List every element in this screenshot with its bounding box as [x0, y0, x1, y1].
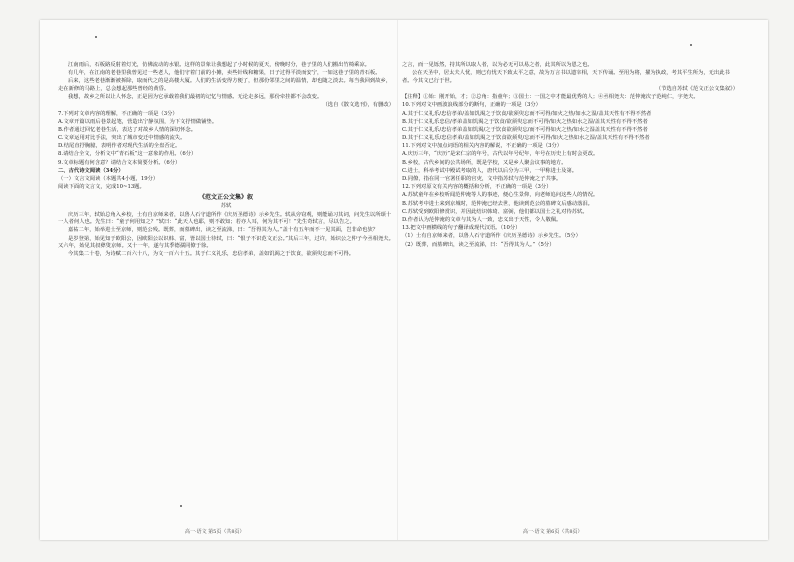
paragraph: C.其于仁义礼乐/忠信孝弟盖如饥渴/之于饮食欲须臾忘/而不可得如火之热/如水之湿盖其天性有不得不然者 — [402, 126, 648, 133]
scan-speck — [180, 505, 182, 507]
paragraph: 是岁登第，始见知于欧阳公，因欧阳公以识韩、富，皆以国士待轼，曰：“恨子不识范文正公。”其后三年，过许，始识公之仲子今丞相尧夫。又六年，始见其叔彝叟京师。又十一年，遂与其季德孺同僚于徐。 — [58, 235, 394, 250]
paragraph: 庆历三年，轼始总角入乡校，士有自京师来者，以鲁人石守道所作《庆历圣德诗》示乡先生。轼从旁窃观，则能诵习其词，问先生以所颂十一人者何人也。先生曰：“童子何用知之？”轼曰：“此天人也耶，则不敢知；若亦人耳，何为其不可！”先生奇轼言，尽以告之。 — [58, 211, 392, 226]
paragraph: 13.把文中画横线的句子翻译成现代汉语。（10分） — [402, 225, 521, 232]
paragraph: B.乡校，古代乡间的公共场所，既是学校，又是乡人聚会议事的地方。 — [402, 159, 567, 166]
paragraph: （一）文言文阅读（本题共4小题，19分） — [58, 176, 159, 183]
paragraph: 9.文章标题有何含意？请结合文本简要分析。（6分） — [58, 159, 181, 166]
paragraph: C.文章运用对比手法，突出了城市变迁中情感的流失。 — [58, 135, 186, 142]
paragraph: B.苏轼考中进士来到京城时，范仲淹已经去世，他读到范公的墓碑文后感动落泪。 — [402, 200, 593, 207]
left-page-footer: 高一·语文 第5页（共8页） — [185, 529, 245, 535]
paragraph: 今其集二十卷，为诗赋二百六十八，为文一百六十五。其于仁义礼乐，忠信孝弟，盖如饥渴之于饮食，欲须臾忘而不可得。 — [68, 251, 355, 258]
paragraph: 阅读下面的文言文，完成10~13题。 — [58, 184, 145, 191]
paragraph: 【注释】①始：刚开始，才；②总角：指童年；③国士：一国之中才能最优秀的人；④丞相尧夫：范仲淹次子范纯仁，字尧夫。 — [402, 94, 699, 101]
paragraph: C.进士，科举考试中殿试考取的人，唐代以后分为三甲，一甲称进士及第。 — [402, 167, 578, 174]
paragraph: A.其于仁义礼乐/忠信孝弟/盖如饥渴之于饮食/欲须臾忘而不可得/如火之热/如水之湿/盖其天性有不得不然者 — [402, 110, 652, 117]
paragraph: （选自《散文选刊》，有删改） — [322, 102, 394, 109]
paragraph: 10.下列对文中画波浪线部分的断句，正确的一项是（3分） — [402, 102, 541, 109]
paragraph: B.作者通过回忆老巷生活，表达了对故乡人情的深切怀念。 — [58, 126, 196, 133]
paragraph: 江南雨后，石板路反射着灯光，仿佛流动的水银。这样的景象让我想起了小时候的夏天，傍晚时分，巷子里的人们搬出竹椅乘凉。 — [68, 62, 370, 68]
paragraph: D.作者认为范仲淹的文章与其为人一致，忠义出于天性，令人敬佩。 — [402, 216, 562, 223]
paragraph: （2）既葬，而墓碑出，读之至流涕，曰：“吾得其为人。”（5分） — [402, 241, 555, 248]
paragraph: 7.下列对文章内容的理解，不正确的一项是（3分） — [58, 110, 178, 117]
paragraph: D.结尾直抒胸臆，表明作者对现代生活的全盘否定。 — [58, 143, 181, 150]
right-page-footer: 高一·语文 第6页（共8页） — [523, 529, 583, 535]
paragraph: D.同僚，指在同一官署任职的官吏，文中指苏轼与范仲淹之子共事。 — [402, 176, 562, 183]
paragraph: 8.请结合全文，分析文中“青石板”这一意象的作用。（6分） — [58, 151, 197, 158]
right-page-column — [402, 62, 738, 250]
page-fold-line — [397, 20, 398, 540]
paragraph: A.庆历三年，“庆历”是宋仁宗的年号，古代以年号纪年，年号在历史上有时会更改。 — [402, 151, 599, 158]
paragraph: A.文章开篇以雨后巷景起笔，营造出宁静氛围，为下文抒情做铺垫。 — [58, 118, 218, 125]
scan-speck — [690, 44, 692, 46]
paragraph: 有几年，在江南的老巷里我曾见过一些老人，他们守着门前的小摊，卖些针线和糖果，日子过得平淡而安宁，一如这巷子里的青石板。 — [68, 70, 381, 77]
paragraph: C.苏轼受到欧阳修赏识，并因此结识韩琦、富弼，他们都以国士之礼对待苏轼。 — [402, 208, 588, 215]
scan-speck — [95, 36, 97, 38]
paragraph: （1）士有自京师来者，以鲁人石守道所作《庆历圣德诗》示乡先生。（5分） — [402, 233, 581, 240]
paragraph: 苏轼 — [220, 203, 232, 210]
paragraph: 二、古代诗文阅读（34分） — [58, 167, 124, 174]
paragraph: B.其于仁义礼乐忠信/孝弟盖如饥渴之于饮食/欲须臾忘而不可得/如火之热如水之湿/盖其天性有不得不然者 — [402, 118, 648, 125]
paragraph: 之言，而一见铄然，持其所以取人者，以为必无可以易之者，此其所以为恩之也。 — [402, 62, 593, 68]
paragraph: 后来，这些老巷渐渐被拆除，取而代之的是高楼大厦。人们的生活变得方便了，但那份邻里之间的温情，却也随之淡去。每当我回到故乡，走在新修的马路上，总会想起那些曾经的黄昏。 — [58, 78, 392, 92]
paragraph: D.其于仁义礼乐/忠信孝弟/盖如饥渴之于饮食欲须臾/忘而不可得/如火之热如水之湿/盖其天性有不得不然者 — [402, 135, 650, 142]
paragraph: 《范文正公文集》叙 — [198, 193, 253, 201]
paragraph: 11.下列对文中加点词语的相关内容的解说，不正确的一项是（3分） — [402, 143, 563, 150]
paragraph: 我想，故乡之所以让人怀念，正是因为它承载着我们最初的记忆与情感。无论走多远，那份牵挂都不会改变。 — [68, 94, 323, 101]
paragraph: 12.下列对原文有关内容的概括和分析，不正确的一项是（3分） — [402, 184, 552, 191]
paragraph: 公在天圣中，居太夫人忧，则已有忧天下致太平之意，故为万言书以遗宰相，天下传诵。至用为将，擢为执政，考其平生所为，无出此书者。今其文已行于世。 — [402, 70, 730, 84]
paragraph: 嘉祐二年，始举进士至京师，则范公殁。既葬，而墓碑出，读之至流涕，曰：“吾得其为人。”盖十有五年而不一见其面，岂非命也欤？ — [68, 227, 378, 234]
left-page-column — [58, 62, 394, 260]
paragraph: A.苏轼童年在乡校听闻范仲淹等人的事迹，便心生景仰，向老师追问这些人的情况。 — [402, 192, 599, 199]
paragraph: （节选自苏轼《范文正公文集叙》） — [655, 85, 738, 92]
